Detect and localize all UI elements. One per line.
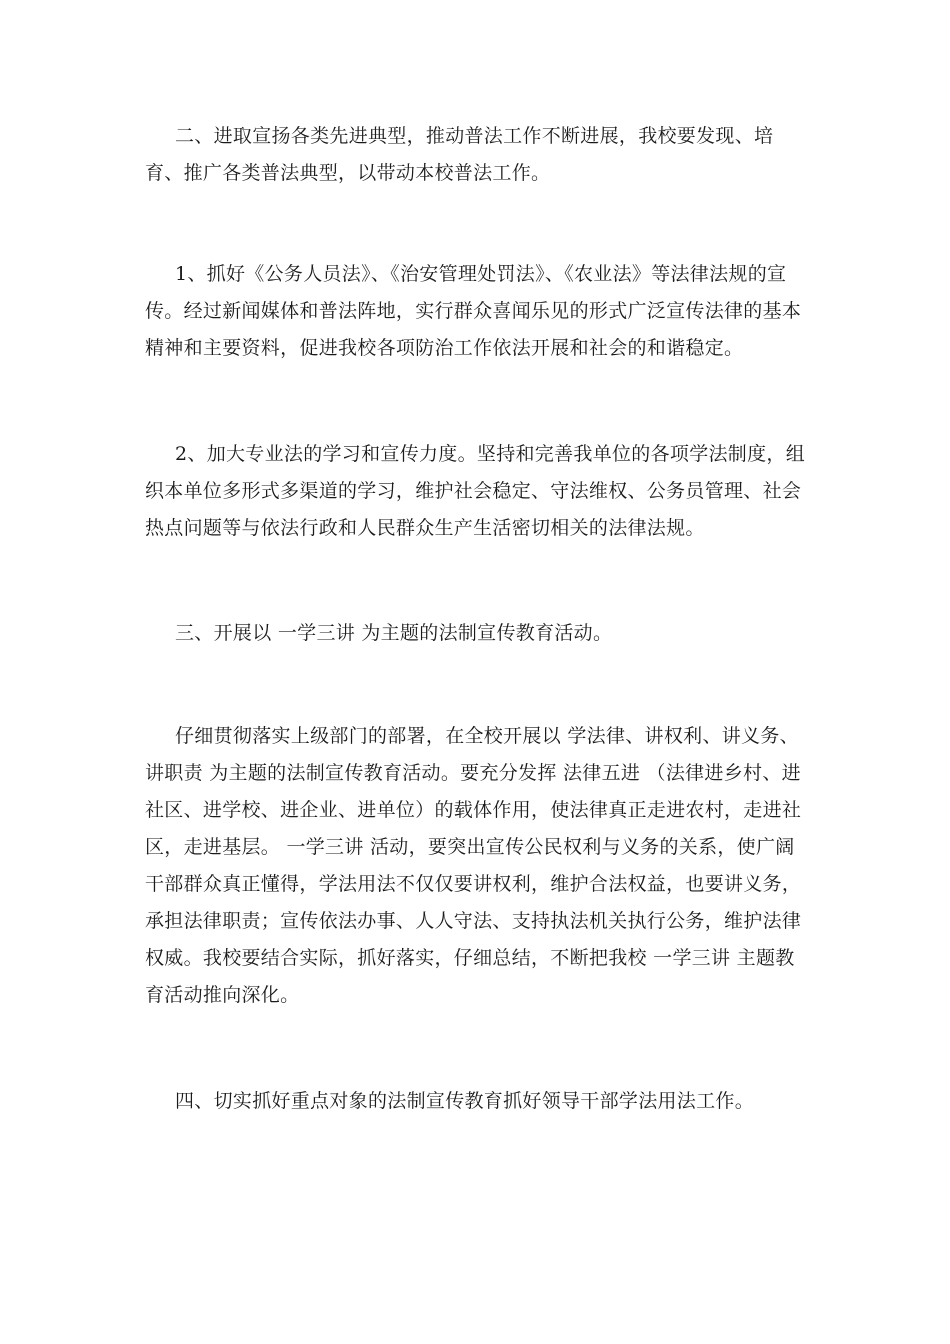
paragraph-item-one: 1、抓好《公务人员法》、《治安管理处罚法》、《农业法》等法律法规的宣传。经过新闻媒体和普法阵地，实行群众喜闻乐见的形式广泛宣传法律的基本精神和主要资料，促进我校各项防治工作依法开展和社会的和谐稳定。	[145, 263, 802, 359]
paragraph-item-two: 2、加大专业法的学习和宣传力度。坚持和完善我单位的各项学法制度，组织本单位多形式多渠道的学习，维护社会稳定、守法维权、公务员管理、社会热点问题等与依法行政和人民群众生产生活密切相关的法律法规。	[145, 443, 805, 539]
paragraph-section-three: 三、开展以 一学三讲 为主题的法制宣传教育活动。	[175, 622, 613, 644]
paragraph-section-four: 四、切实抓好重点对象的法制宣传教育抓好领导干部学法用法工作。	[175, 1090, 755, 1112]
paragraph-section-three-body: 仔细贯彻落实上级部门的部署，在全校开展以 学法律、讲权利、讲义务、讲职责 为主题的法制宣传教育活动。要充分发挥 法律五进 （法律进乡村、进社区、进学校、进企业、进单位）的载体作用，使法律真正走进农村，走进社区，走进基层。 一学三讲 活动，要突出宣传公民权利与义务的关系，使广阔干部群众真正懂得，学法用法不仅仅要讲权利，维护合法权益，也要讲义务，承担法律职责；宣传依法办事、人人守法、支持执法机关执行公务，维护法律权威。我校要结合实际，抓好落实，仔细总结，不断把我校 一学三讲 主题教育活动推向深化。	[145, 725, 802, 1006]
paragraph-section-two: 二、进取宣扬各类先进典型，推动普法工作不断进展，我校要发现、培育、推广各类普法典型，以带动本校普法工作。	[145, 125, 774, 184]
